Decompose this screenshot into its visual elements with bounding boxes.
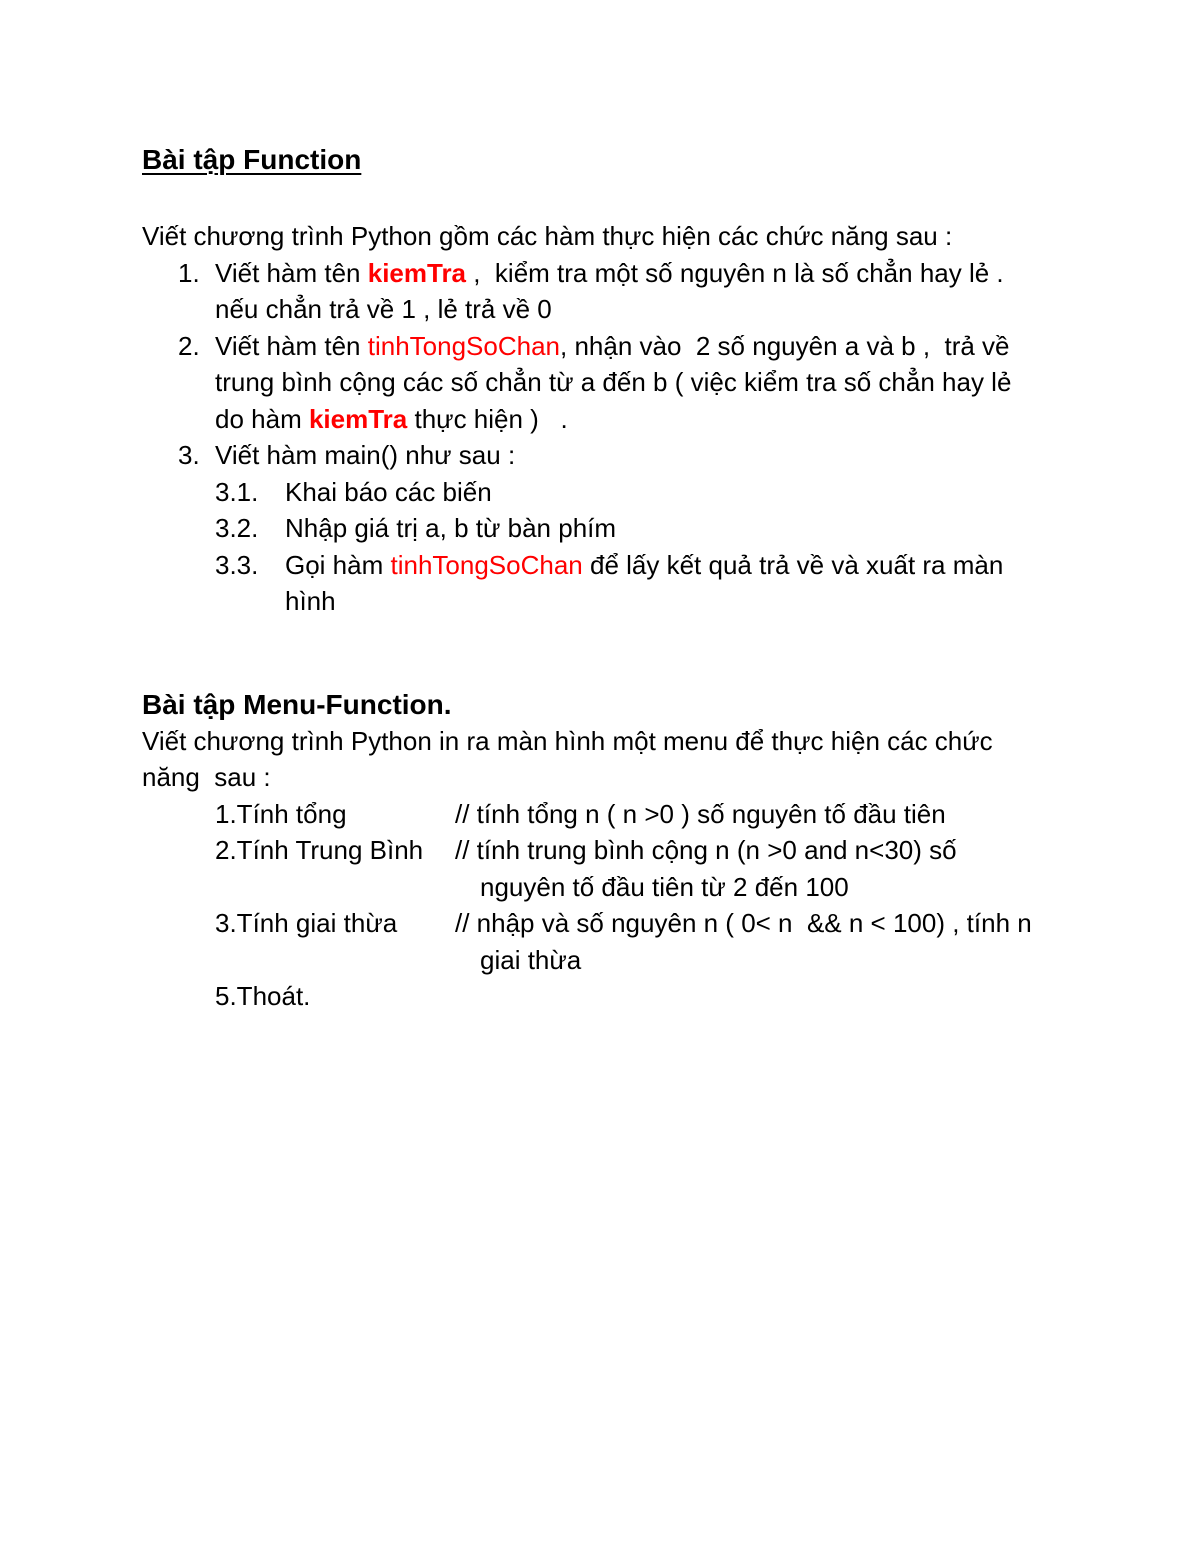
text-run: Gọi hàm bbox=[285, 549, 391, 580]
list-item-2-line-3 bbox=[215, 404, 568, 434]
menu-option-label: 2.Tính Trung Bình bbox=[215, 835, 424, 865]
sub-item-3-3-line-1 bbox=[285, 550, 1003, 580]
function-name-kiemtra: kiemTra bbox=[367, 257, 467, 288]
list-item-2-line-2: trung bình cộng các số chẳn từ a đến b ( việc kiểm tra số chẳn hay lẻ bbox=[215, 367, 1012, 397]
section-menu-intro-line-2: năng sau : bbox=[142, 762, 271, 792]
sub-item-3-3 bbox=[142, 547, 1140, 620]
list-item-2-line-1 bbox=[215, 331, 1010, 361]
menu-option-label: 3.Tính giai thừa bbox=[215, 908, 398, 938]
menu-row-4-line bbox=[215, 978, 1140, 1015]
list-item-2-text bbox=[215, 328, 1140, 438]
menu-row-4 bbox=[142, 978, 1140, 1015]
function-name-tinhtongsochan: tinhTongSoChan bbox=[390, 549, 583, 580]
list-item-1-line-2: nếu chẳn trả về 1 , lẻ trả về 0 bbox=[215, 294, 552, 324]
sub-item-3-2 bbox=[142, 510, 1140, 547]
menu-row-2-line-1 bbox=[215, 832, 1140, 869]
menu-option-label: 1.Tính tổng bbox=[215, 798, 347, 829]
section-function-intro: Viết chương trình Python gồm các hàm thực hiện các chức năng sau : bbox=[142, 221, 953, 251]
sub-item-3-1-number: 3.1. bbox=[215, 476, 259, 507]
list-item-1-line-1 bbox=[215, 258, 1004, 288]
menu-row-3-line-2: giai thừa bbox=[480, 944, 582, 975]
text-run: thực hiện ) . bbox=[407, 403, 568, 434]
sub-item-3-1-text: Khai báo các biến bbox=[285, 476, 492, 507]
menu-row-1 bbox=[142, 796, 1140, 833]
menu-option-label: 5.Thoát. bbox=[215, 981, 311, 1011]
menu-row-1-line bbox=[215, 796, 1140, 833]
section-menu-title: Bài tập Menu-Function. bbox=[142, 688, 452, 720]
sub-item-3-3-line-2: hình bbox=[285, 586, 336, 616]
sub-item-3-3-number: 3.3. bbox=[215, 549, 259, 580]
section-menu-intro-line-1: Viết chương trình Python in ra màn hình một menu để thực hiện các chức bbox=[142, 725, 993, 756]
list-item-3-text: Viết hàm main() như sau : bbox=[215, 440, 516, 470]
menu-option-comment: // nhập và số nguyên n ( 0< n && n < 100) , tính n bbox=[455, 908, 1032, 938]
sub-item-3-3-text bbox=[285, 547, 1140, 620]
text-run: , nhận vào 2 số nguyên a và b , trả về bbox=[560, 330, 1010, 361]
list-item-2 bbox=[142, 328, 1140, 438]
text-run: Viết hàm tên bbox=[215, 257, 368, 288]
sub-item-3-2-text: Nhập giá trị a, b từ bàn phím bbox=[285, 513, 617, 543]
list-item-2-number: 2. bbox=[178, 330, 200, 361]
function-name-kiemtra: kiemTra bbox=[308, 403, 408, 434]
text-run: do hàm bbox=[215, 403, 309, 434]
text-run: để lấy kết quả trả về và xuất ra màn bbox=[582, 549, 1004, 580]
sub-item-3-1 bbox=[142, 474, 1140, 511]
list-item-1 bbox=[142, 255, 1140, 328]
menu-row-3-line-1 bbox=[215, 905, 1140, 942]
menu-row-2-line-2: nguyên tố đầu tiên từ 2 đến 100 bbox=[480, 871, 849, 902]
menu-option-comment: // tính trung bình cộng n (n >0 and n<30) số bbox=[455, 835, 957, 865]
menu-row-2 bbox=[142, 832, 1140, 905]
text-run: Viết hàm tên bbox=[215, 330, 368, 361]
section-function-title: Bài tập Function bbox=[142, 144, 362, 175]
list-item-3-number: 3. bbox=[178, 440, 200, 470]
sub-item-3-2-number: 3.2. bbox=[215, 513, 259, 543]
list-item-1-text bbox=[215, 255, 1140, 328]
menu-option-comment: // tính tổng n ( n >0 ) số nguyên tố đầu tiên bbox=[455, 798, 946, 829]
function-name-tinhtongsochan: tinhTongSoChan bbox=[367, 330, 560, 361]
text-run: , kiểm tra một số nguyên n là số chẳn hay lẻ . bbox=[466, 257, 1004, 288]
list-item-1-number: 1. bbox=[178, 257, 200, 288]
list-item-3 bbox=[142, 437, 1140, 474]
menu-row-3 bbox=[142, 905, 1140, 978]
